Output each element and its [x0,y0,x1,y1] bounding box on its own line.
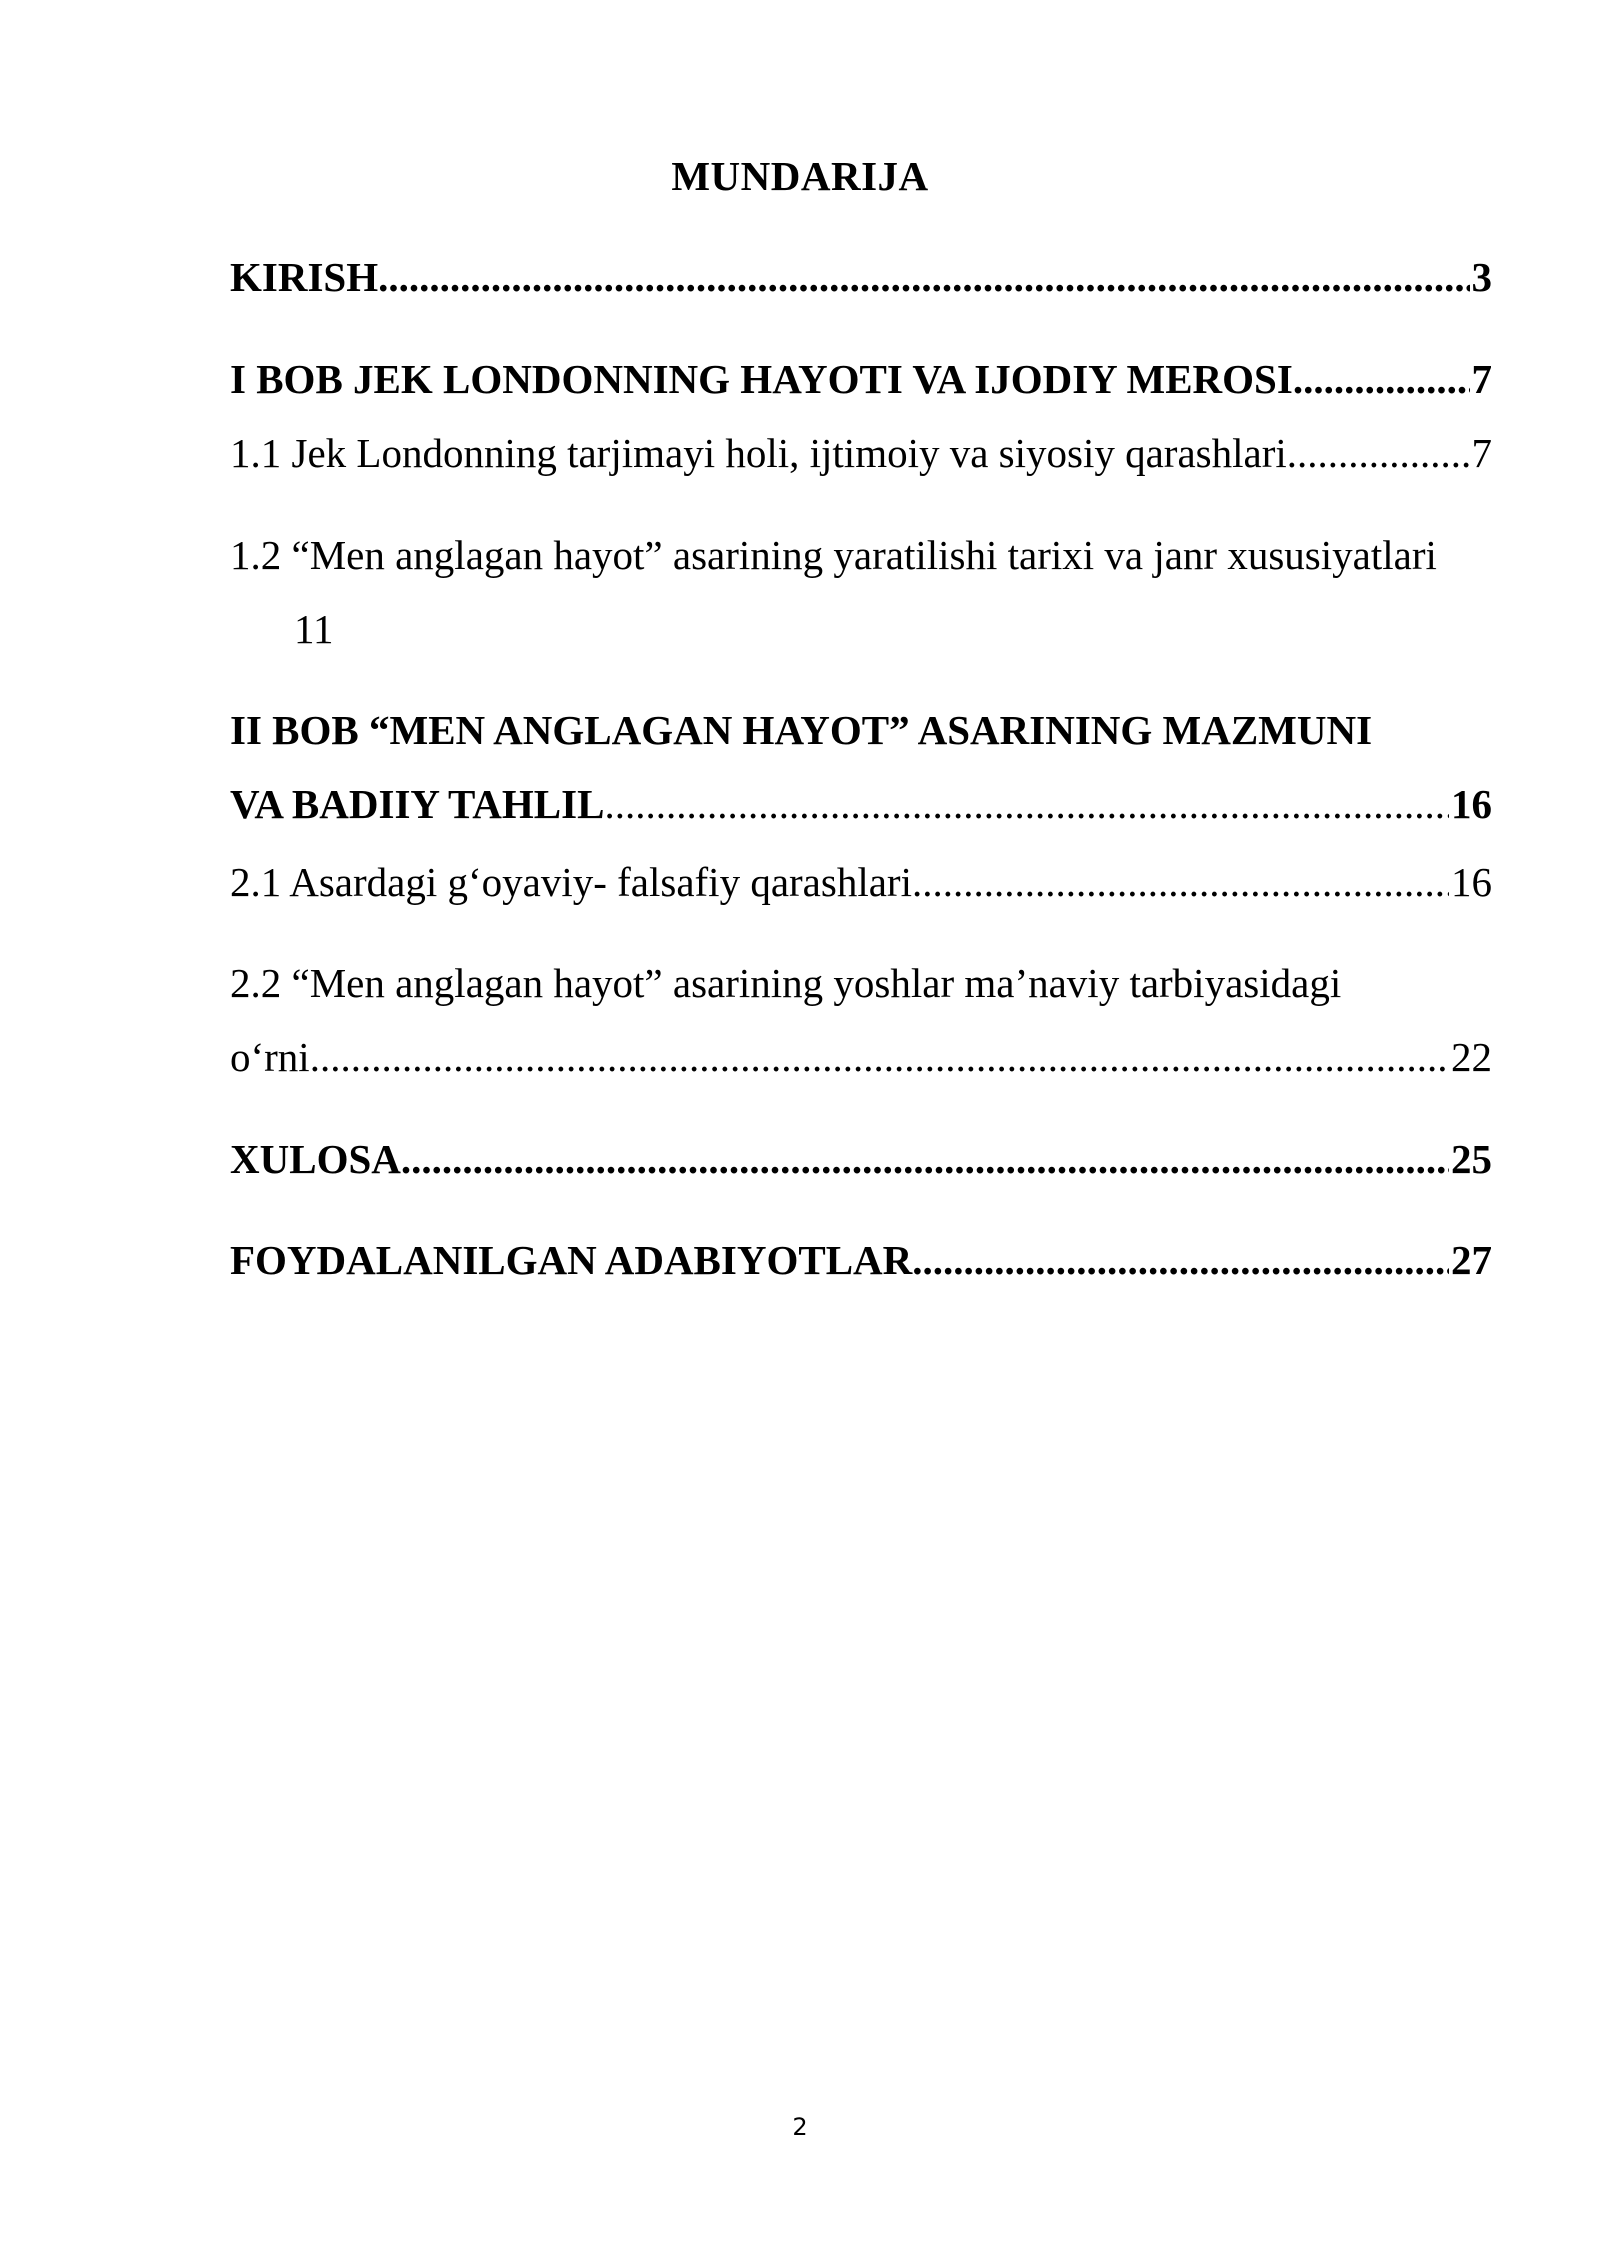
toc-entry-label: KIRISH [230,254,379,300]
toc-entry-label: FOYDALANILGAN ADABIYOTLAR [230,1237,913,1283]
dot-leader [912,854,1449,910]
dot-leader [604,776,1449,832]
dot-leader [378,249,1469,305]
page-number-footer: 2 [792,2113,808,2141]
toc-page-number: 22 [1451,1034,1492,1080]
toc-entry-xulosa[interactable] [230,1131,1492,1187]
toc-page-number: 11 [294,606,334,652]
toc-entry-section-2-1[interactable] [230,854,1492,910]
dot-leader [912,1232,1449,1288]
toc-page-number: 16 [1451,859,1492,905]
toc-entry-label: XULOSA [230,1136,401,1182]
toc-entry-label-line-1: 2.2 “Men anglagan hayot” asarining yoshlar ma’naviy tarbiyasidagi [230,960,1342,1006]
toc-entry-section-1-1[interactable] [230,425,1492,481]
dot-leader [1293,351,1470,407]
toc-entry-label: 1.2 “Men anglagan hayot” asarining yaratilishi tarixi va janr xususiyatlari [230,532,1437,578]
toc-entry-section-1-2[interactable] [230,527,1492,657]
toc-entry-label: 2.1 Asardagi g‘oyaviy- falsafiy qarashlari [230,859,912,905]
dot-leader [310,1029,1449,1085]
toc-page-number: 27 [1451,1237,1492,1283]
dot-leader [401,1131,1449,1187]
toc-entry-section-2-2[interactable] [230,955,1492,1085]
toc-page-number: 3 [1471,254,1492,300]
toc-entry-references[interactable] [230,1232,1492,1288]
toc-entry-chapter-2[interactable] [230,702,1492,832]
page-title: MUNDARIJA [671,153,929,199]
toc-entry-chapter-1[interactable] [230,351,1492,407]
toc-page-number: 25 [1451,1136,1492,1182]
toc-entry-label-line-1: II BOB “MEN ANGLAGAN HAYOT” ASARINING MAZMUNI [230,707,1373,753]
toc-page-number: 16 [1451,781,1492,827]
toc-entry-label-line-2: o‘rni [230,1034,310,1080]
toc-page-number: 7 [1471,430,1492,476]
toc-entry-kirish[interactable] [230,249,1492,305]
toc-entry-label: 1.1 Jek Londonning tarjimayi holi, ijtimoiy va siyosiy qarashlari [230,430,1287,476]
toc-entry-label-line-2: VA BADIIY TAHLIL [230,781,605,827]
dot-leader [1287,425,1470,481]
toc-page-number: 7 [1471,356,1492,402]
toc-entry-label: I BOB JEK LONDONNING HAYOTI VA IJODIY MEROSI [230,356,1293,402]
